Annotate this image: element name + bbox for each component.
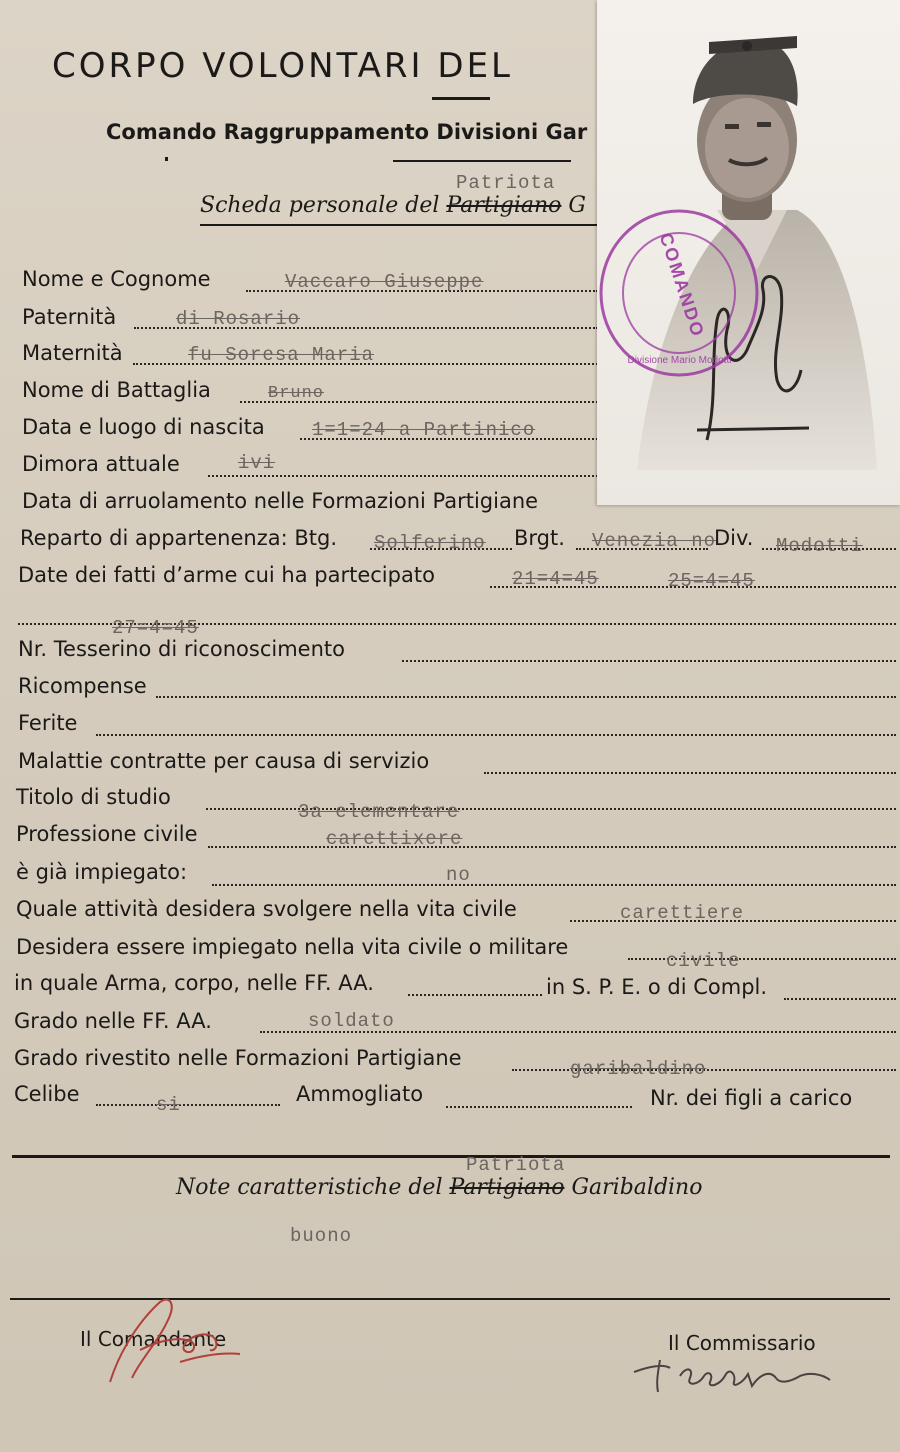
spe-dots — [784, 998, 896, 1000]
brgt-label: Brgt. — [514, 526, 565, 550]
desidera-value: civile — [666, 950, 741, 972]
dimora-value: ivi — [238, 452, 276, 474]
professione-value: carettixere — [326, 828, 463, 850]
notes-title-after: Garibaldino — [564, 1175, 703, 1200]
maternita-value: fu Soresa Maria — [188, 344, 375, 366]
paternita-label: Paternità — [22, 305, 117, 329]
attivita-value: carettiere — [620, 902, 745, 924]
tesserino-label: Nr. Tesserino di riconoscimento — [18, 637, 345, 661]
desidera-label: Desidera essere impiegato nella vita civile o militare — [16, 935, 569, 959]
impiegato-value: no — [446, 864, 471, 886]
tesserino-dots — [402, 660, 896, 662]
grado-part-value: garibaldino — [570, 1058, 707, 1080]
scheda-title-after: G — [561, 193, 586, 218]
studio-label: Titolo di studio — [16, 785, 171, 809]
notes-title-before: Note caratteristiche del — [176, 1175, 450, 1200]
malattie-dots — [484, 772, 896, 774]
ricompense-dots — [156, 696, 896, 698]
maternita-label: Maternità — [22, 341, 123, 365]
arma-dots — [408, 994, 542, 996]
impiegato-label: è già impiegato: — [16, 860, 188, 884]
grado-part-label: Grado rivestito nelle Formazioni Partigiane — [14, 1046, 462, 1070]
figli-label: Nr. dei figli a carico — [650, 1086, 853, 1110]
stamp-text: COMANDO — [655, 230, 709, 341]
malattie-label: Malattie contratte per causa di servizio — [18, 749, 430, 773]
battaglia-label: Nome di Battaglia — [22, 378, 211, 402]
professione-dots — [208, 846, 896, 848]
notes-title-struck: Partigiano — [449, 1175, 565, 1200]
ammogliato-dots — [446, 1106, 632, 1108]
div-label: Div. — [714, 526, 754, 550]
paternita-value: di Rosario — [176, 308, 301, 330]
grado-label: Grado nelle FF. AA. — [14, 1009, 212, 1033]
nascita-label: Data e luogo di nascita — [22, 415, 265, 439]
comandante-label: Il Comandante — [80, 1327, 227, 1351]
attivita-label: Quale attività desidera svolgere nella vita civile — [16, 897, 517, 921]
dimora-dots — [208, 475, 598, 477]
ammogliato-label: Ammogliato — [296, 1082, 424, 1106]
scheda-correction: Patriota — [456, 172, 556, 194]
professione-label: Professione civile — [16, 822, 198, 846]
arruolamento-label: Data di arruolamento nelle Formazioni Partigiane — [22, 489, 539, 513]
ink-dot — [165, 157, 168, 161]
ferite-dots — [96, 734, 896, 736]
notes-value: buono — [290, 1225, 353, 1247]
commissario-signature — [630, 1352, 840, 1397]
stamp-division: Divisione Mario Modotti — [627, 355, 732, 366]
scheda-title-struck: Partigiano — [446, 193, 562, 218]
notes-top-rule — [12, 1155, 890, 1158]
spe-label: in S. P. E. o di Compl. — [546, 975, 768, 999]
celibe-dots — [96, 1104, 280, 1106]
celibe-value: si — [156, 1094, 181, 1116]
comandante-signature — [80, 1290, 250, 1390]
nome-value: Vaccaro Giuseppe — [285, 271, 484, 293]
ferite-label: Ferite — [18, 711, 78, 735]
scheda-title — [200, 193, 586, 218]
notes-correction: Patriota — [466, 1154, 566, 1176]
fatti-value-1: 21=4=45 — [512, 568, 599, 590]
notes-title — [176, 1175, 702, 1200]
nome-label: Nome e Cognome — [22, 267, 211, 291]
nascita-value: 1=1=24 a Partinico — [312, 419, 536, 441]
division-stamp — [597, 205, 762, 380]
studio-value: 3a elementare — [298, 801, 460, 823]
fatti-value-3: 27=4=45 — [112, 617, 199, 639]
scheda-underline — [200, 224, 600, 226]
document-title: CORPO VOLONTARI DEL — [52, 46, 513, 86]
subtitle-underline — [393, 160, 571, 162]
grado-value: soldato — [308, 1010, 395, 1032]
commissario-label: Il Commissario — [668, 1331, 816, 1355]
fatti-label: Date dei fatti d’arme cui ha partecipato — [18, 563, 435, 587]
ricompense-label: Ricompense — [18, 674, 147, 698]
reparto-label: Reparto di appartenenza: Btg. — [20, 526, 338, 550]
impiegato-dots — [212, 884, 896, 886]
dimora-label: Dimora attuale — [22, 452, 180, 476]
brgt-value: Venezia no — [592, 530, 717, 552]
scheda-title-before: Scheda personale del — [200, 193, 447, 218]
document-subtitle: Comando Raggruppamento Divisioni Gar — [106, 120, 588, 144]
fatti-value-2: 25=4=45 — [668, 570, 755, 592]
celibe-label: Celibe — [14, 1082, 80, 1106]
div-value: Modotti — [776, 535, 863, 557]
arma-label: in quale Arma, corpo, nelle FF. AA. — [14, 971, 374, 995]
title-underline — [432, 97, 490, 100]
battaglia-value: Bruno — [268, 384, 325, 403]
btg-value: Solferino — [374, 532, 486, 554]
